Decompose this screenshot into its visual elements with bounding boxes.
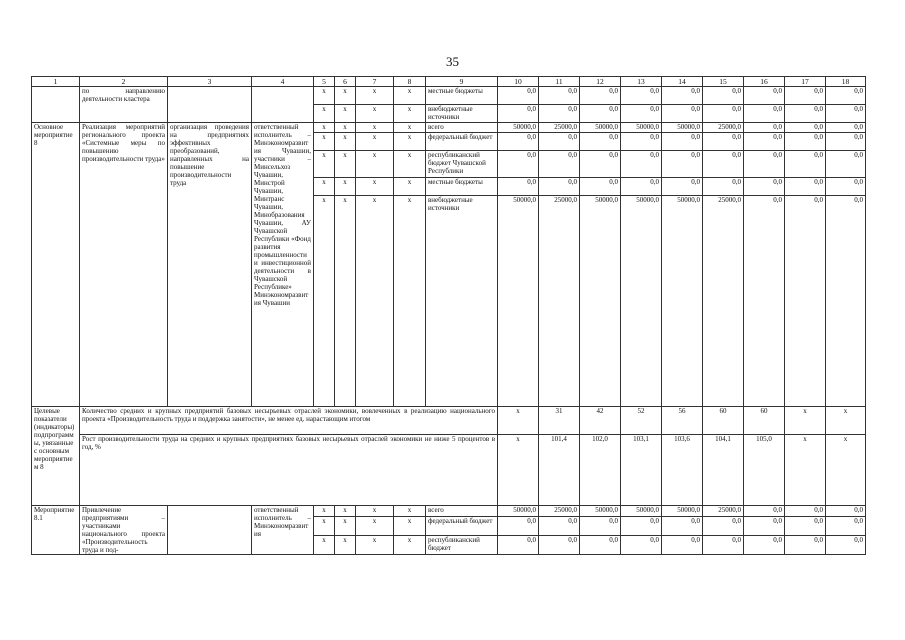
indicator-text: Количество средних и крупных предприятий базовых несырьевых отраслей экономики, вовлеченных в реализацию национального проекта «Производительность труда и поддержка занятости», не менее ед. нарастающим итогом	[80, 407, 498, 435]
value-cell: 0,0	[580, 516, 621, 535]
mark-cell: х	[356, 196, 394, 407]
funding-source: местные бюджеты	[426, 87, 498, 105]
value-cell: 0,0	[580, 151, 621, 178]
executor-cell	[252, 87, 314, 123]
value-cell: 0,0	[621, 105, 662, 123]
funding-source: республиканский бюджет Чувашской Республики	[426, 151, 498, 178]
indicator-value: 103,1	[621, 435, 662, 506]
value-cell: 25000,0	[703, 196, 744, 407]
column-number: 18	[826, 77, 866, 87]
value-cell: 0,0	[621, 133, 662, 151]
mark-cell: х	[394, 178, 426, 196]
value-cell: 0,0	[744, 196, 785, 407]
value-cell: 0,0	[621, 178, 662, 196]
mark-cell: х	[335, 535, 356, 554]
funding-source: внебюджетные источники	[426, 105, 498, 123]
indicator-value: 31	[539, 407, 580, 435]
value-cell: 0,0	[539, 516, 580, 535]
mark-cell: х	[314, 178, 335, 196]
value-cell: 50000,0	[662, 196, 703, 407]
value-cell: 50000,0	[662, 123, 703, 133]
table-row	[32, 506, 866, 517]
value-cell: 0,0	[826, 178, 866, 196]
funding-source: внебюджетные источники	[426, 196, 498, 407]
column-number: 8	[394, 77, 426, 87]
value-cell: 0,0	[498, 178, 539, 196]
value-cell: 50000,0	[580, 123, 621, 133]
mark-cell: х	[356, 87, 394, 105]
indicator-value: 103,6	[662, 435, 703, 506]
value-cell: 0,0	[703, 178, 744, 196]
column-number: 3	[168, 77, 252, 87]
value-cell: 0,0	[539, 178, 580, 196]
task-cell	[168, 506, 252, 555]
mark-cell: х	[314, 133, 335, 151]
value-cell: 0,0	[498, 105, 539, 123]
value-cell: 0,0	[785, 506, 826, 517]
mark-cell: х	[314, 87, 335, 105]
event-executor: ответственный исполнитель – Минэкономразвития	[252, 506, 314, 555]
table-row	[32, 407, 866, 435]
value-cell: 0,0	[662, 105, 703, 123]
value-cell: 0,0	[703, 151, 744, 178]
indicator-value: х	[826, 407, 866, 435]
program-table	[31, 76, 866, 555]
mark-cell: х	[335, 105, 356, 123]
value-cell: 0,0	[744, 105, 785, 123]
table-row	[32, 123, 866, 133]
value-cell: 0,0	[826, 506, 866, 517]
value-cell: 25000,0	[539, 123, 580, 133]
value-cell: 50000,0	[621, 123, 662, 133]
indicator-value: 104,1	[703, 435, 744, 506]
column-number: 7	[356, 77, 394, 87]
event-name: Привлечение предприятиями – участниками национального проекта «Производительность труда и под-	[80, 506, 168, 555]
indicator-value: 60	[703, 407, 744, 435]
value-cell: 0,0	[580, 535, 621, 554]
value-cell: 0,0	[785, 123, 826, 133]
column-number: 6	[335, 77, 356, 87]
column-number: 12	[580, 77, 621, 87]
value-cell: 0,0	[826, 535, 866, 554]
value-cell: 50000,0	[498, 196, 539, 407]
indicator-value: х	[826, 435, 866, 506]
value-cell: 0,0	[539, 133, 580, 151]
value-cell: 25000,0	[539, 196, 580, 407]
funding-source: всего	[426, 123, 498, 133]
mark-cell: х	[394, 516, 426, 535]
value-cell: 50000,0	[662, 506, 703, 517]
indicator-text: Рост производительности труда на средних и крупных предприятиях базовых несырьевых отраслей экономики не ниже 5 процентов в год, %	[80, 435, 498, 506]
mark-cell: х	[394, 535, 426, 554]
value-cell: 50000,0	[580, 196, 621, 407]
column-number: 5	[314, 77, 335, 87]
indicator-value: 105,0	[744, 435, 785, 506]
mark-cell: х	[314, 516, 335, 535]
indicator-value: 101,4	[539, 435, 580, 506]
value-cell: 0,0	[498, 535, 539, 554]
value-cell: 0,0	[744, 516, 785, 535]
column-number: 9	[426, 77, 498, 87]
mark-cell: х	[335, 123, 356, 133]
value-cell: 0,0	[744, 87, 785, 105]
indicator-value: х	[785, 435, 826, 506]
mark-cell: х	[356, 151, 394, 178]
indicator-value: х	[785, 407, 826, 435]
value-cell: 25000,0	[703, 506, 744, 517]
value-cell: 0,0	[662, 87, 703, 105]
value-cell: 0,0	[744, 535, 785, 554]
value-cell: 0,0	[744, 123, 785, 133]
value-cell: 0,0	[539, 87, 580, 105]
column-number: 2	[80, 77, 168, 87]
value-cell: 0,0	[744, 133, 785, 151]
value-cell: 0,0	[744, 178, 785, 196]
mark-cell: х	[394, 506, 426, 517]
mark-cell: х	[335, 151, 356, 178]
mark-cell: х	[356, 535, 394, 554]
value-cell: 0,0	[703, 105, 744, 123]
mark-cell: х	[314, 105, 335, 123]
indicator-value: 56	[662, 407, 703, 435]
value-cell: 0,0	[703, 535, 744, 554]
mark-cell: х	[356, 516, 394, 535]
value-cell: 0,0	[662, 178, 703, 196]
value-cell: 0,0	[621, 87, 662, 105]
value-cell: 0,0	[580, 87, 621, 105]
value-cell: 50000,0	[498, 506, 539, 517]
mark-cell: х	[356, 178, 394, 196]
page-number: 35	[446, 54, 459, 69]
table-row	[32, 87, 866, 105]
mark-cell: х	[394, 123, 426, 133]
value-cell: 0,0	[539, 105, 580, 123]
mark-cell: х	[356, 506, 394, 517]
column-number: 10	[498, 77, 539, 87]
funding-source: всего	[426, 506, 498, 517]
event-title: Основное мероприятие 8	[32, 123, 80, 407]
value-cell: 0,0	[785, 535, 826, 554]
value-cell: 50000,0	[580, 506, 621, 517]
value-cell: 0,0	[580, 178, 621, 196]
value-cell: 0,0	[744, 506, 785, 517]
value-cell: 0,0	[826, 196, 866, 407]
event-cell	[32, 87, 80, 123]
value-cell: 0,0	[539, 151, 580, 178]
funding-source: местные бюджеты	[426, 178, 498, 196]
value-cell: 0,0	[580, 133, 621, 151]
indicators-title: Целевые показатели (индикаторы) подпрограммы, увязанные с основным мероприятием 8	[32, 407, 80, 506]
mark-cell: х	[314, 535, 335, 554]
value-cell: 0,0	[498, 516, 539, 535]
value-cell: 0,0	[703, 87, 744, 105]
event-executor: ответственный исполнитель – Минэкономразвития Чувашии, участники – Минсельхоз Чувашии, Минстрой Чувашии, Минтранс Чувашии, Минобразования Чувашии, АУ Чувашской Республики «Фонд развития промышленности и инвестиционной деятельности в Чувашской Республике» Минэкономразвития Чувашии	[252, 123, 314, 407]
value-cell: 0,0	[785, 178, 826, 196]
value-cell: 0,0	[826, 123, 866, 133]
value-cell: 0,0	[498, 87, 539, 105]
indicator-mark: х	[498, 435, 539, 506]
mark-cell: х	[394, 105, 426, 123]
mark-cell: х	[335, 133, 356, 151]
value-cell: 0,0	[539, 535, 580, 554]
value-cell: 0,0	[785, 151, 826, 178]
table-row	[32, 435, 866, 506]
value-cell: 0,0	[785, 87, 826, 105]
value-cell: 0,0	[744, 151, 785, 178]
value-cell: 0,0	[826, 133, 866, 151]
mark-cell: х	[356, 123, 394, 133]
value-cell: 50000,0	[621, 506, 662, 517]
funding-source: республиканский бюджет	[426, 535, 498, 554]
value-cell: 0,0	[826, 105, 866, 123]
indicator-value: 102,0	[580, 435, 621, 506]
value-cell: 25000,0	[703, 123, 744, 133]
value-cell: 25000,0	[539, 506, 580, 517]
value-cell: 0,0	[703, 133, 744, 151]
column-number: 16	[744, 77, 785, 87]
mark-cell: х	[314, 506, 335, 517]
mark-cell: х	[394, 133, 426, 151]
value-cell: 0,0	[703, 516, 744, 535]
value-cell: 0,0	[662, 535, 703, 554]
mark-cell: х	[335, 87, 356, 105]
indicator-value: 60	[744, 407, 785, 435]
value-cell: 0,0	[621, 516, 662, 535]
indicator-value: 52	[621, 407, 662, 435]
mark-cell: х	[335, 516, 356, 535]
value-cell: 0,0	[662, 151, 703, 178]
mark-cell: х	[314, 196, 335, 407]
mark-cell: х	[335, 178, 356, 196]
value-cell: 0,0	[826, 87, 866, 105]
value-cell: 50000,0	[498, 123, 539, 133]
value-cell: 0,0	[580, 105, 621, 123]
indicator-value: 42	[580, 407, 621, 435]
value-cell: 0,0	[621, 535, 662, 554]
value-cell: 0,0	[662, 516, 703, 535]
column-number: 17	[785, 77, 826, 87]
value-cell: 0,0	[785, 196, 826, 407]
mark-cell: х	[335, 506, 356, 517]
mark-cell: х	[356, 133, 394, 151]
value-cell: 0,0	[826, 516, 866, 535]
column-number: 4	[252, 77, 314, 87]
funding-source: федеральный бюджет	[426, 133, 498, 151]
task-cell	[168, 87, 252, 123]
value-cell: 0,0	[662, 133, 703, 151]
funding-source: федеральный бюджет	[426, 516, 498, 535]
mark-cell: х	[356, 105, 394, 123]
column-number: 13	[621, 77, 662, 87]
value-cell: 0,0	[785, 516, 826, 535]
value-cell: 50000,0	[621, 196, 662, 407]
value-cell: 0,0	[498, 151, 539, 178]
value-cell: 0,0	[498, 133, 539, 151]
column-number: 11	[539, 77, 580, 87]
column-number: 1	[32, 77, 80, 87]
event-name: по направлению деятельности кластера	[80, 87, 168, 123]
mark-cell: х	[335, 196, 356, 407]
value-cell: 0,0	[785, 105, 826, 123]
column-number: 14	[662, 77, 703, 87]
mark-cell: х	[314, 123, 335, 133]
header-row	[32, 77, 866, 87]
value-cell: 0,0	[826, 151, 866, 178]
mark-cell: х	[314, 151, 335, 178]
event-title: Мероприятие 8.1	[32, 506, 80, 555]
column-number: 15	[703, 77, 744, 87]
mark-cell: х	[394, 87, 426, 105]
mark-cell: х	[394, 151, 426, 178]
indicator-mark: х	[498, 407, 539, 435]
value-cell: 0,0	[785, 133, 826, 151]
mark-cell: х	[394, 196, 426, 407]
value-cell: 0,0	[621, 151, 662, 178]
event-name: Реализация мероприятий регионального проекта «Системные меры по повышению производительности труда»	[80, 123, 168, 407]
event-task: организация проведения на предприятиях эффективных преобразований, направленных на повышение производительности труда	[168, 123, 252, 407]
